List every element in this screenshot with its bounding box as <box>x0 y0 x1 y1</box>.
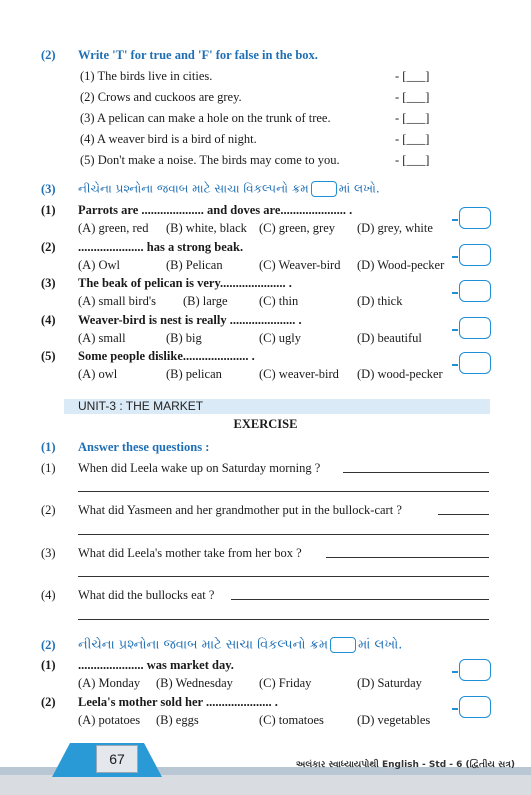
answer-line[interactable] <box>438 514 489 515</box>
option-c: (C) ugly <box>259 331 302 345</box>
tf-answer-box[interactable]: - [___] <box>395 132 430 146</box>
question-number: (1) <box>41 461 56 475</box>
option-d: (D) beautiful <box>357 331 422 345</box>
option-d: (D) Saturday <box>357 676 422 690</box>
option-d: (D) grey, white <box>357 221 433 235</box>
question-text: Parrots are .................... and doves are..................... . <box>78 203 353 217</box>
question-number: (3) <box>41 546 56 560</box>
answer-box[interactable] <box>459 280 491 302</box>
answer-box[interactable] <box>459 317 491 339</box>
option-a: (A) green, red <box>78 221 149 235</box>
option-b: (B) big <box>166 331 202 345</box>
section-number: (2) <box>41 48 56 62</box>
question-number: (2) <box>41 240 56 254</box>
option-a: (A) Monday <box>78 676 141 690</box>
question-text: Leela's mother sold her ..................... . <box>78 695 278 709</box>
tf-item: (3) A pelican can make a hole on the trunk of tree. <box>80 111 331 125</box>
answer-box[interactable] <box>459 207 491 229</box>
answer-box[interactable] <box>459 352 491 374</box>
option-c: (C) green, grey <box>259 221 336 235</box>
option-b: (B) white, black <box>166 221 247 235</box>
section-title: Write 'T' for true and 'F' for false in the box. <box>78 48 318 62</box>
tf-answer-box[interactable]: - [___] <box>395 153 430 167</box>
page-number: 67 <box>96 745 138 773</box>
answer-box-icon <box>311 181 337 197</box>
book-title: અલંકાર સ્વાધ્યાયપોથી English - Std - 6 (દ્વિતીય સત્ર) <box>295 760 515 770</box>
tf-answer-box[interactable]: - [___] <box>395 111 430 125</box>
answer-line[interactable] <box>231 599 489 600</box>
answer-line[interactable] <box>78 534 489 535</box>
answer-line[interactable] <box>343 472 489 473</box>
tf-item: (4) A weaver bird is a bird of night. <box>80 132 257 146</box>
option-c: (C) Weaver-bird <box>259 258 341 272</box>
dash <box>452 256 458 258</box>
option-c: (C) weaver-bird <box>259 367 339 381</box>
option-c: (C) thin <box>259 294 299 308</box>
section-number: (2) <box>41 638 56 652</box>
question-text: What did Yasmeen and her grandmother put in the bullock-cart ? <box>78 503 402 517</box>
question-number: (5) <box>41 349 56 363</box>
question-number: (2) <box>41 695 56 709</box>
answer-box[interactable] <box>459 659 491 681</box>
dash <box>452 671 458 673</box>
option-a: (A) small <box>78 331 126 345</box>
question-text: Weaver-bird is nest is really ..................... . <box>78 313 302 327</box>
tf-answer-box[interactable]: - [___] <box>395 90 430 104</box>
option-a: (A) small bird's <box>78 294 156 308</box>
tf-answer-box[interactable]: - [___] <box>395 69 430 83</box>
answer-line[interactable] <box>78 576 489 577</box>
question-text: What did Leela's mother take from her box ? <box>78 546 302 560</box>
option-d: (D) wood-pecker <box>357 367 443 381</box>
option-b: (B) large <box>183 294 228 308</box>
answer-line[interactable] <box>78 491 489 492</box>
question-number: (4) <box>41 588 56 602</box>
question-number: (2) <box>41 503 56 517</box>
question-text: Some people dislike..................... . <box>78 349 255 363</box>
dash <box>452 329 458 331</box>
option-b: (B) Wednesday <box>156 676 233 690</box>
option-d: (D) vegetables <box>357 713 431 727</box>
answer-line[interactable] <box>78 619 489 620</box>
question-text: ..................... has a strong beak. <box>78 240 244 254</box>
question-text: What did the bullocks eat ? <box>78 588 215 602</box>
unit-heading: UNIT-3 : THE MARKET <box>78 399 204 413</box>
option-a: (A) Owl <box>78 258 121 272</box>
option-d: (D) Wood-pecker <box>357 258 445 272</box>
tf-item: (2) Crows and cuckoos are grey. <box>80 90 242 104</box>
option-c: (C) tomatoes <box>259 713 324 727</box>
question-text: When did Leela wake up on Saturday morning ? <box>78 461 321 475</box>
answer-box[interactable] <box>459 244 491 266</box>
answer-box[interactable] <box>459 696 491 718</box>
option-b: (B) pelican <box>166 367 222 381</box>
section-title: નીચેના પ્રશ્નોના જવાબ માટે સાચા વિકલ્પનો ક્રમ માં લખો. <box>78 181 380 196</box>
question-number: (1) <box>41 203 56 217</box>
option-d: (D) thick <box>357 294 403 308</box>
question-text: The beak of pelican is very..................... . <box>78 276 292 290</box>
question-number: (1) <box>41 658 56 672</box>
section-number: (3) <box>41 182 56 196</box>
dash <box>452 219 458 221</box>
dash <box>452 292 458 294</box>
option-c: (C) Friday <box>259 676 312 690</box>
answer-line[interactable] <box>326 557 489 558</box>
option-b: (B) eggs <box>156 713 199 727</box>
answer-box-icon <box>330 637 356 653</box>
option-a: (A) owl <box>78 367 118 381</box>
section-number: (1) <box>41 440 56 454</box>
section-title: નીચેના પ્રશ્નોના જવાબ માટે સાચા વિકલ્પનો ક્રમ માં લખો. <box>78 637 403 653</box>
question-number: (3) <box>41 276 56 290</box>
question-number: (4) <box>41 313 56 327</box>
dash <box>452 708 458 710</box>
option-a: (A) potatoes <box>78 713 141 727</box>
option-b: (B) Pelican <box>166 258 223 272</box>
exercise-heading: EXERCISE <box>233 417 298 431</box>
footer-bar <box>0 775 531 795</box>
tf-item: (1) The birds live in cities. <box>80 69 213 83</box>
dash <box>452 364 458 366</box>
question-text: ..................... was market day. <box>78 658 234 672</box>
section-title: Answer these questions : <box>78 440 210 454</box>
tf-item: (5) Don't make a noise. The birds may come to you. <box>80 153 340 167</box>
